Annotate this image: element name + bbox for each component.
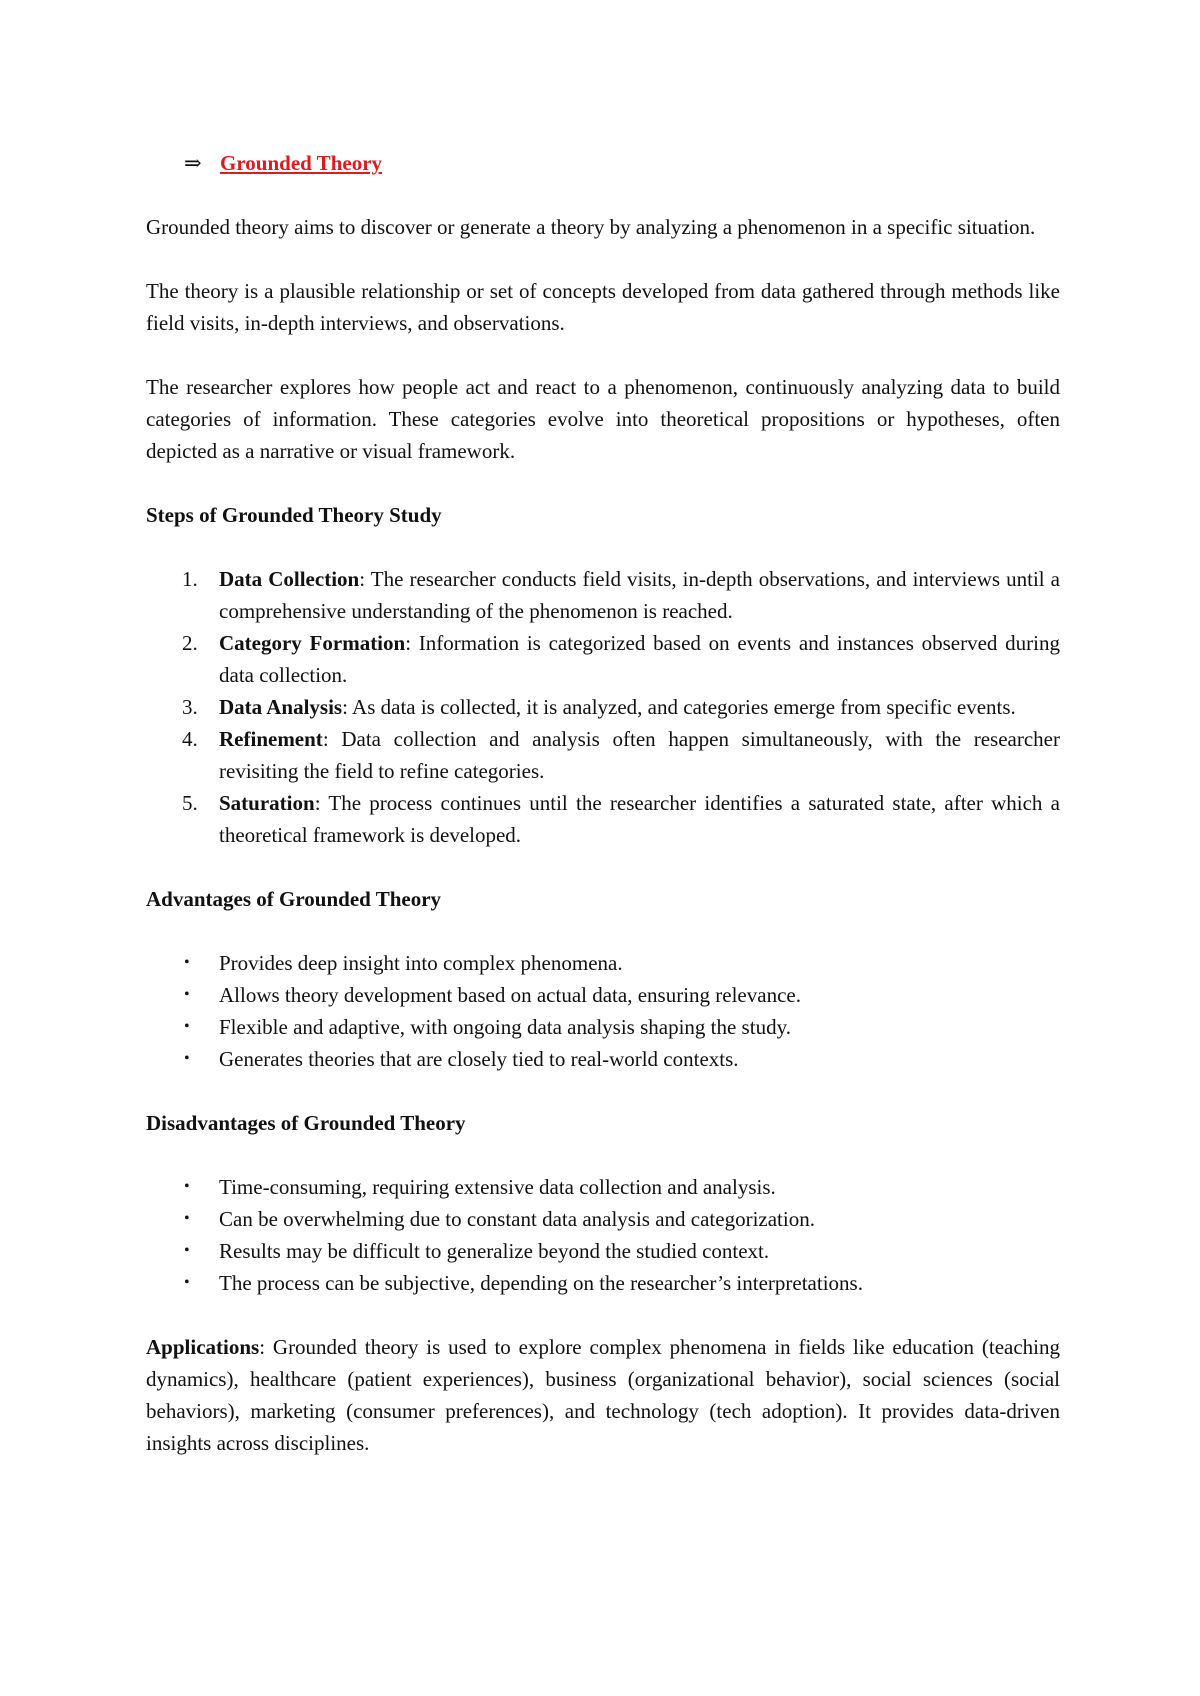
arrow-icon: ⇒ [184,151,202,175]
step-text: : Information is categorized based on events and instances observed during data collection. [219,631,1060,687]
step-number: 1. [182,567,198,591]
applications-text: : Grounded theory is used to explore complex phenomena in fields like education (teaching dynamics), healthcare (patient experiences), business (organizational behavior), social sciences (social behaviors), marketing (consumer preferences), and technology (tech adoption). It provides data-driven insights across disciplines. [146,1335,1060,1455]
disadvantages-heading: Disadvantages of Grounded Theory [146,1111,466,1135]
step-number: 4. [182,727,198,751]
step-term: Saturation [219,791,315,815]
intro-paragraph-1: Grounded theory aims to discover or generate a theory by analyzing a phenomenon in a specific situation. [146,215,1036,239]
step-term: Refinement [219,727,323,751]
advantages-list [146,947,1060,1075]
step-item [146,627,1060,691]
list-item: • Results may be difficult to generalize beyond the studied context. [146,1235,1060,1267]
step-text: : The researcher conducts field visits, in-depth observations, and interviews until a comprehensive understanding of the phenomenon is reached. [219,567,1060,623]
list-item: • Flexible and adaptive, with ongoing data analysis shaping the study. [146,1011,1060,1043]
bullet-icon: • [184,1018,190,1035]
section-heading [146,147,1060,179]
step-term: Data Analysis [219,695,343,719]
bullet-icon: • [184,986,190,1003]
advantages-heading: Advantages of Grounded Theory [146,887,442,911]
bullet-icon: • [184,1274,190,1291]
step-item [146,787,1060,851]
steps-list [146,563,1060,851]
document-page [146,147,1060,1491]
list-item: • Generates theories that are closely tied to real-world contexts. [146,1043,1060,1075]
step-text: : As data is collected, it is analyzed, and categories emerge from specific events. [342,695,1016,719]
list-item: • Provides deep insight into complex phenomena. [146,947,1060,979]
bullet-icon: • [184,1178,190,1195]
list-item: • Can be overwhelming due to constant data analysis and categorization. [146,1203,1060,1235]
bullet-icon: • [184,954,190,971]
intro-paragraph-2: The theory is a plausible relationship or set of concepts developed from data gathered through methods like field visits, in-depth interviews, and observations. [146,279,1060,335]
bullet-icon: • [184,1242,190,1259]
applications-paragraph [146,1331,1060,1459]
bullet-icon: • [184,1210,190,1227]
step-number: 5. [182,791,198,815]
applications-term: Applications [146,1335,260,1359]
list-item: • Allows theory development based on actual data, ensuring relevance. [146,979,1060,1011]
list-item: • Time-consuming, requiring extensive data collection and analysis. [146,1171,1060,1203]
bullet-icon: • [184,1050,190,1067]
step-number: 3. [182,695,198,719]
step-item [146,691,1060,723]
step-term: Category Formation [219,631,406,655]
step-text: : The process continues until the researcher identifies a saturated state, after which a theoretical framework is developed. [219,791,1060,847]
disadvantages-list [146,1171,1060,1299]
step-number: 2. [182,631,198,655]
steps-heading: Steps of Grounded Theory Study [146,503,442,527]
intro-paragraph-3: The researcher explores how people act and react to a phenomenon, continuously analyzing data to build categories of information. These categories evolve into theoretical propositions or hypotheses, often depicted as a narrative or visual framework. [146,375,1060,463]
list-item: • The process can be subjective, depending on the researcher’s interpretations. [146,1267,1060,1299]
page-title: Grounded Theory [220,151,383,175]
step-item [146,563,1060,627]
step-item [146,723,1060,787]
step-term: Data Collection [219,567,360,591]
step-text: : Data collection and analysis often happen simultaneously, with the researcher revisiting the field to refine categories. [219,727,1060,783]
